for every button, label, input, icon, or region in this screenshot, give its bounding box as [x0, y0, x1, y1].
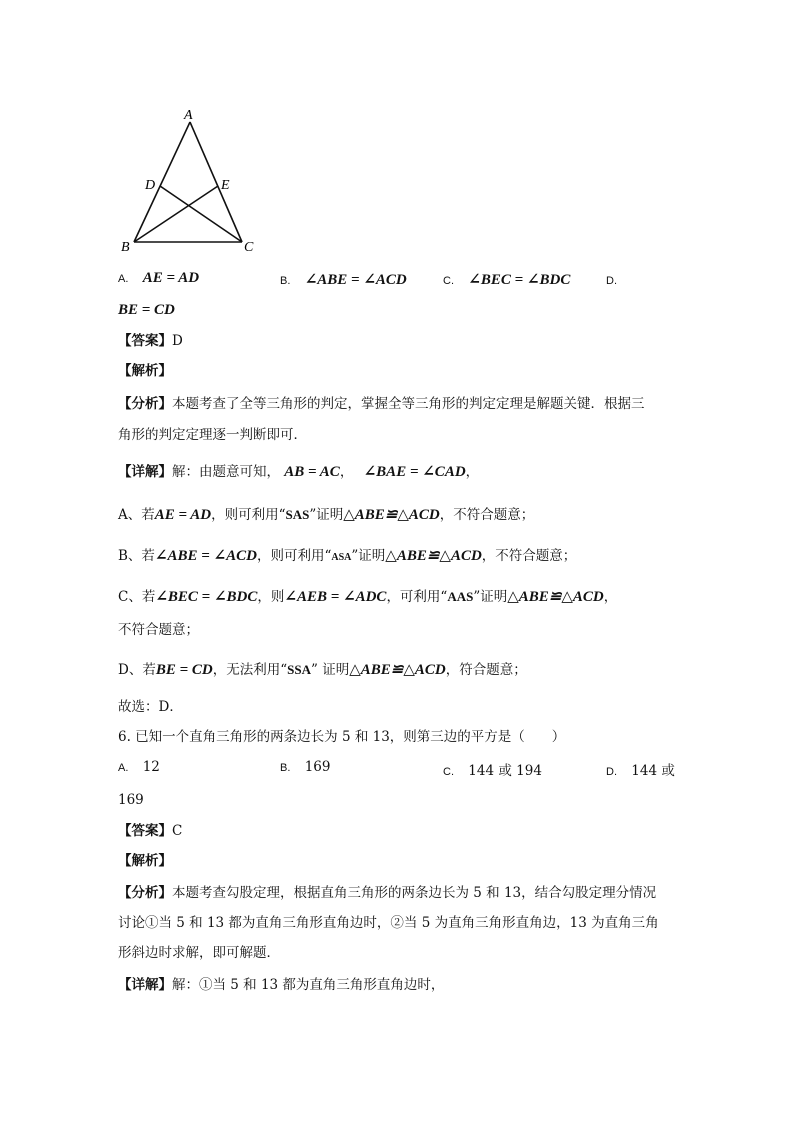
q5-detail-intro: 【详解】解：由题意可知， AB = AC， ∠BAE = ∠CAD，	[118, 464, 480, 480]
q6-fenxi-3: 形斜边时求解，即可解题．	[118, 945, 280, 961]
q5-option-c: C. ∠BEC = ∠BDC	[443, 272, 571, 288]
q5-option-d: D.	[606, 275, 617, 287]
triangle-figure	[110, 100, 270, 260]
q5-option-a: A. AE = AD	[118, 270, 200, 286]
q6-jiexi: 【解析】	[118, 853, 172, 869]
q6-option-b: B. 169	[280, 759, 331, 775]
label-b: B	[121, 240, 130, 255]
label-c: C	[244, 240, 254, 255]
q6-option-a: A. 12	[118, 759, 160, 775]
q5-case-c-line2: 不符合题意；	[118, 622, 199, 638]
label-e: E	[221, 178, 230, 193]
q5-conclusion: 故选：D．	[118, 699, 183, 715]
q5-option-d-expr: BE = CD	[118, 302, 175, 318]
q5-case-c: C、若∠BEC = ∠BDC，则∠AEB = ∠ADC，可利用“AAS”证明△ABE≌△ACD，	[118, 589, 618, 605]
label-a: A	[184, 108, 193, 123]
q5-case-b: B、若∠ABE = ∠ACD，则可利用“ASA”证明△ABE≌△ACD，不符合题意；	[118, 548, 577, 564]
q5-fenxi-1: 【分析】本题考查了全等三角形的判定，掌握全等三角形的判定定理是解题关键．根据三	[118, 396, 645, 412]
q5-option-b: B. ∠ABE = ∠ACD	[280, 272, 407, 288]
q6-fenxi-2: 讨论①当 5 和 13 都为直角三角形直角边时，②当 5 为直角三角形直角边，13 为直角三角	[118, 915, 659, 931]
q6-option-c: C. 144 或 194	[443, 763, 542, 779]
q5-case-d: D、若BE = CD，无法利用“SSA” 证明△ABE≌△ACD，符合题意；	[118, 662, 527, 678]
q6-option-d-wrap: 169	[118, 792, 144, 808]
q6-option-d: D. 144 或	[606, 763, 675, 779]
q6-answer: 【答案】C	[118, 823, 183, 839]
q6-fenxi-1: 【分析】本题考查勾股定理，根据直角三角形的两条边长为 5 和 13，结合勾股定理分情况	[118, 885, 657, 901]
q6-detail: 【详解】解：①当 5 和 13 都为直角三角形直角边时，	[118, 977, 445, 993]
q5-answer: 【答案】D	[118, 333, 183, 349]
q6-stem: 6. 已知一个直角三角形的两条边长为 5 和 13，则第三边的平方是（ ）	[118, 729, 566, 745]
q5-case-a: A、若AE = AD，则可利用“SAS”证明△ABE≌△ACD，不符合题意；	[118, 507, 535, 523]
q5-fenxi-2: 角形的判定定理逐一判断即可．	[118, 427, 307, 443]
label-d: D	[145, 178, 156, 193]
q5-jiexi: 【解析】	[118, 363, 172, 379]
